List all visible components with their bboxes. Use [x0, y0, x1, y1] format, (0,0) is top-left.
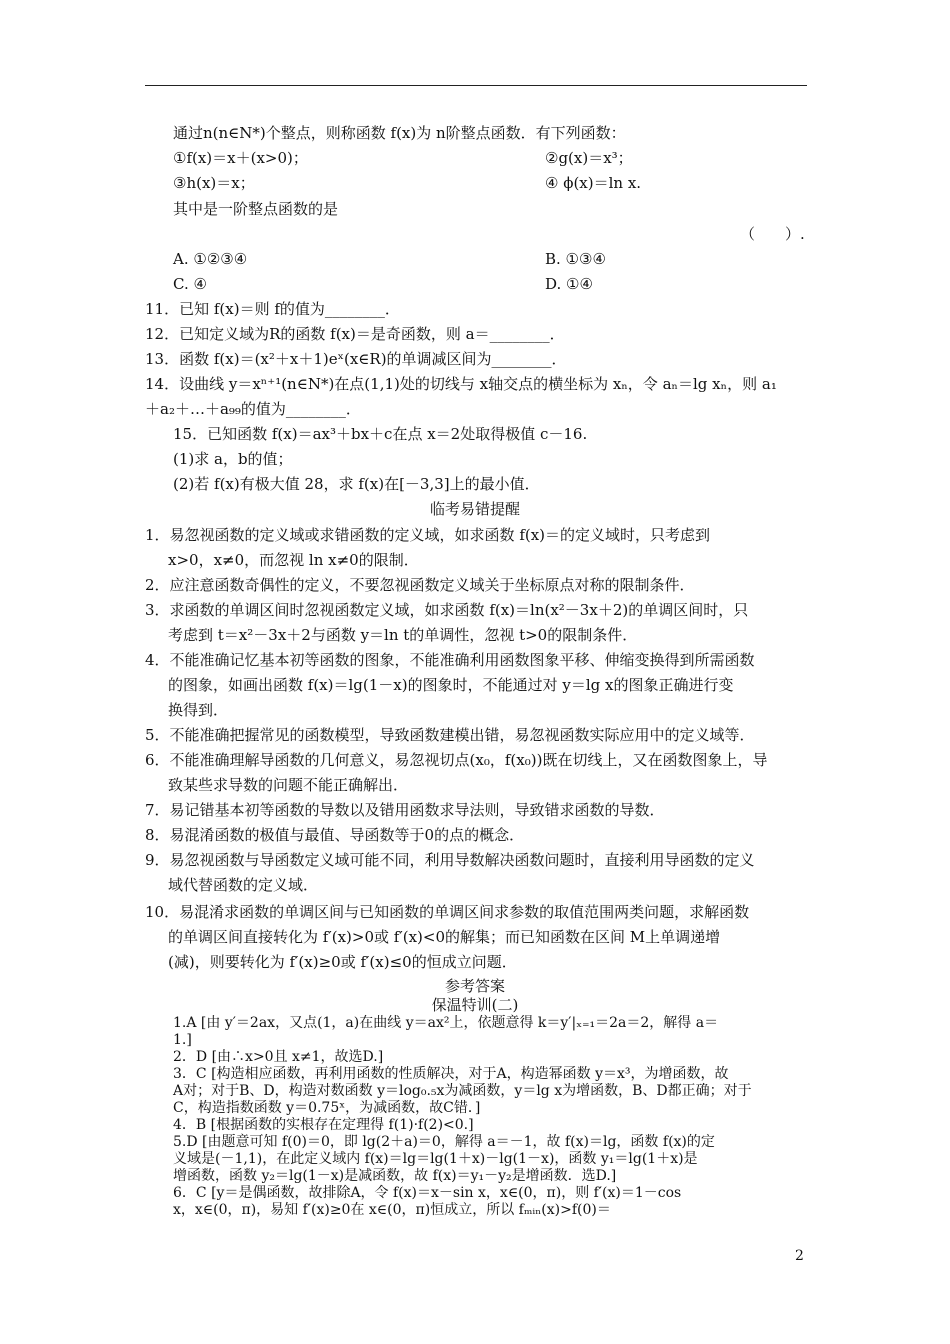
question-12: 12．已知定义域为R的函数 f(x)＝是奇函数，则 a＝________．: [145, 325, 565, 343]
answer-line: 5.D [由题意可知 f(0)＝0，即 lg(2＋a)＝0，解得 a＝－1，故 f(x)＝lg，函数 f(x)的定: [173, 1134, 715, 1150]
answer-line: x，x∈(0，π)，易知 f′(x)≥0在 x∈(0，π)恒成立，所以 fₘᵢₙ(x)>f(0)＝: [173, 1202, 611, 1218]
header-rule: [145, 85, 807, 86]
answer-line: 1.]: [173, 1032, 192, 1048]
answer-line: C，构造指数函数 y＝0.75ˣ，为减函数，故C错．]: [173, 1100, 481, 1116]
function-2: ②g(x)＝x³；: [545, 149, 633, 167]
answer-bracket: （ ）.: [740, 225, 805, 243]
reminder-title: 临考易错提醒: [429, 500, 520, 518]
option-b: B. ①③④: [545, 250, 606, 268]
intro-line: 通过n(n∈N*)个整点，则称函数 f(x)为 n阶整点函数．有下列函数：: [173, 124, 626, 142]
question-15: 15．已知函数 f(x)＝ax³＋bx＋c在点 x＝2处取得极值 c－16.: [173, 425, 588, 443]
reminder-line: 6．不能准确理解导函数的几何意义，易忽视切点(x₀，f(x₀))既在切线上，又在函数图象上，导: [145, 751, 768, 769]
reminder-line: 4．不能准确记忆基本初等函数的图象，不能准确利用函数图象平移、伸缩变换得到所需函数: [145, 651, 755, 669]
answer-title: 参考答案: [444, 977, 505, 995]
reminder-line: 换得到．: [168, 701, 229, 719]
answer-line: 3．C [构造相应函数，再利用函数的性质解决，对于A，构造幂函数 y＝x³，为增函数，故: [173, 1066, 729, 1082]
reminder-line: 5．不能准确把握常见的函数模型，导致函数建模出错，易忽视函数实际应用中的定义域等．: [145, 726, 755, 744]
reminder-line: 2．应注意函数奇偶性的定义，不要忽视函数定义域关于坐标原点对称的限制条件．: [145, 576, 695, 594]
reminder-line: 9．易忽视函数与导函数定义域可能不同，利用导数解决函数问题时，直接利用导函数的定义: [145, 851, 755, 869]
question-14: 14．设曲线 y＝xⁿ⁺¹(n∈N*)在点(1,1)处的切线与 x轴交点的横坐标为 xₙ，令 aₙ＝lg xₙ，则 a₁: [145, 375, 777, 393]
question-13: 13．函数 f(x)＝(x²＋x＋1)eˣ(x∈R)的单调减区间为________．: [145, 350, 567, 368]
reminder-line: 7．易记错基本初等函数的导数以及错用函数求导法则，导致错求函数的导数．: [145, 801, 665, 819]
option-c: C. ④: [173, 275, 207, 293]
reminder-line: 考虑到 t＝x²－3x＋2与函数 y＝ln t的单调性，忽视 t>0的限制条件．: [168, 626, 638, 644]
reminder-line: 域代替函数的定义域．: [168, 876, 319, 894]
question-15-part2: (2)若 f(x)有极大值 28，求 f(x)在[－3,3]上的最小值．: [173, 475, 540, 493]
question-stem: 其中是一阶整点函数的是: [173, 200, 339, 218]
answer-line: 4．B [根据函数的实根存在定理得 f(1)·f(2)<0.]: [173, 1117, 474, 1133]
question-15-part1: (1)求 a，b的值；: [173, 450, 293, 468]
function-1: ①f(x)＝x＋(x>0)；: [173, 149, 308, 167]
function-4: ④ ϕ(x)＝ln x.: [545, 174, 642, 192]
answer-subtitle: 保温特训(二): [431, 996, 519, 1014]
reminder-line: 1．易忽视函数的定义域或求错函数的定义域，如求函数 f(x)＝的定义域时，只考虑到: [145, 526, 711, 544]
question-14-cont: ＋a₂＋…＋a₉₉的值为________．: [145, 400, 361, 418]
function-3: ③h(x)＝x；: [173, 174, 255, 192]
answer-line: 2．D [由∴x>0且 x≠1，故选D.]: [173, 1049, 384, 1065]
reminder-line: 10．易混淆求函数的单调区间与已知函数的单调区间求参数的取值范围两类问题，求解函数: [145, 903, 750, 921]
reminder-line: 3．求函数的单调区间时忽视函数定义域，如求函数 f(x)＝ln(x²－3x＋2)的单调区间时，只: [145, 601, 749, 619]
reminder-line: x>0，x≠0，而忽视 ln x≠0的限制．: [168, 551, 419, 569]
option-a: A. ①②③④: [173, 250, 248, 268]
page-number: 2: [795, 1248, 804, 1264]
answer-line: A对；对于B、D，构造对数函数 y＝log₀.₅x为减函数，y＝lg x为增函数，B、D都正确；对于: [173, 1083, 752, 1099]
reminder-line: (减)，则要转化为 f′(x)≥0或 f′(x)≤0的恒成立问题．: [168, 953, 517, 971]
question-11: 11．已知 f(x)＝则 f的值为________．: [145, 300, 400, 318]
answer-line: 义域是(－1,1)，在此定义域内 f(x)＝lg＝lg(1＋x)－lg(1－x)，函数 y₁＝lg(1＋x)是: [173, 1151, 698, 1167]
option-d: D. ①④: [545, 275, 593, 293]
answer-line: 1.A [由 y′＝2ax，又点(1，a)在曲线 y＝ax²上，依题意得 k＝y′|ₓ₌₁＝2a＝2，解得 a＝: [173, 1015, 719, 1031]
reminder-line: 的图象，如画出函数 f(x)＝lg(1－x)的图象时，不能通过对 y＝lg x的图象正确进行变: [168, 676, 734, 694]
reminder-line: 致某些求导数的问题不能正确解出．: [168, 776, 409, 794]
reminder-line: 8．易混淆函数的极值与最值、导函数等于0的点的概念．: [145, 826, 525, 844]
answer-line: 增函数，函数 y₂＝lg(1－x)是减函数，故 f(x)＝y₁－y₂是增函数．选D.]: [173, 1168, 617, 1184]
reminder-line: 的单调区间直接转化为 f′(x)>0或 f′(x)<0的解集；而已知函数在区间 M上单调递增: [168, 928, 721, 946]
answer-line: 6．C [y＝是偶函数，故排除A，令 f(x)＝x－sin x，x∈(0，π)，则 f′(x)＝1－cos: [173, 1185, 682, 1201]
